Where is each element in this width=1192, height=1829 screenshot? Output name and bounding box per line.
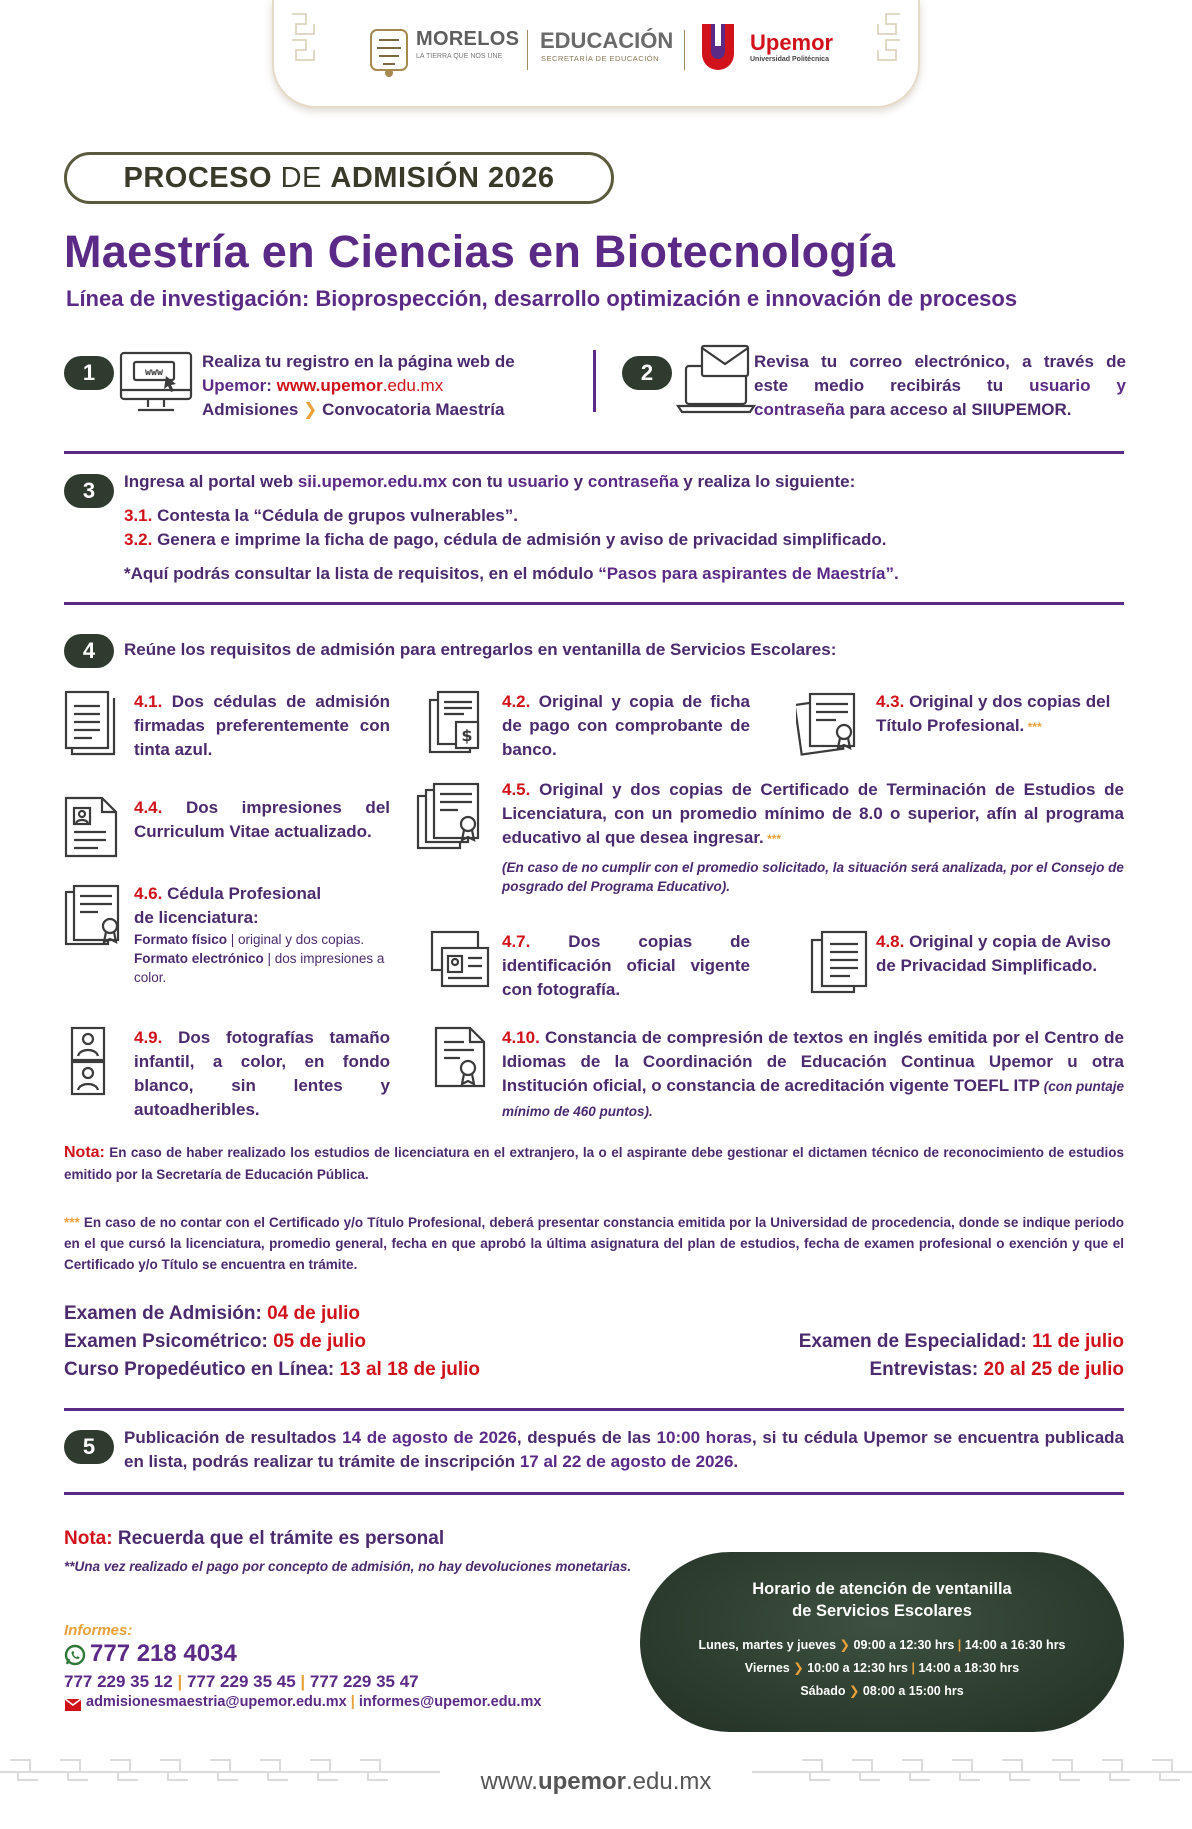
photo-icon [68,1026,108,1096]
requirement-4-10 [502,1026,1124,1124]
requirement-4-5 [502,778,1124,851]
req-number: 4.4. [134,798,163,817]
requirement-4-6 [134,882,392,987]
req-asterisk: *** [763,832,782,846]
usuario-word: usuario y [1029,376,1126,395]
module-name: “Pasos para aspirantes de Maestría” [598,564,894,583]
requirement-4-4 [134,796,390,844]
step-2-line-1: Revisa tu correo electrónico, a través de [754,352,1126,371]
date-label: Curso Propedéutico en Línea: [64,1359,335,1380]
hours-row: Sábado ❯ 08:00 a 15:00 hrs [800,1684,964,1698]
svg-text:www: www [144,367,164,378]
main-phone[interactable]: 777 218 4034 [90,1640,237,1667]
phone-number[interactable]: 777 229 35 45 [186,1672,296,1691]
footer-url-www: www. [480,1768,538,1795]
item-3-1-text: Contesta la “Cédula de grupos vulnerables”. [152,506,518,525]
step-3-intro-g: y realiza lo siguiente: [678,472,856,491]
personal-procedure-note [64,1528,444,1550]
exam-dates-right [799,1328,1124,1384]
upemor-url-www[interactable]: www. [276,376,321,395]
page-title: Maestría en Ciencias en Biotecnología [64,226,896,277]
whatsapp-icon [64,1644,86,1666]
pill-word-admision: ADMISIÓN 2026 [330,161,555,194]
upemor-url-domain[interactable]: upemor [320,376,383,395]
step-5-e: , si tu cédula Upemor se encuentra publicada en lista, podrás realizar tu trámite de inscripción [124,1428,1124,1471]
upemor-logo-text: Upemor [750,30,834,55]
curriculum-icon [64,796,120,858]
pill-word-de: DE [272,161,331,194]
req-number: 4.1. [134,692,163,711]
phone-number[interactable]: 777 229 35 12 [64,1672,173,1691]
item-3-2-number: 3.2. [124,530,153,549]
date-value: 20 al 25 de julio [978,1359,1124,1380]
chevron-right-icon: ❯ [303,400,318,419]
section-divider [64,1408,1124,1411]
step-3-intro-e: y [568,472,588,491]
office-hours-title-2: de Servicios Escolares [792,1602,972,1620]
hours-time: 10:00 a 12:30 hrs [807,1661,908,1675]
req-italic-note: (con puntaje mínimo de 460 puntos). [502,1079,1125,1119]
certificate-icon [796,690,866,756]
section-divider [64,451,1124,454]
upemor-word: Upemor [202,376,267,395]
req-text: Original y dos copias del Título Profesional. [876,692,1111,735]
contrasena-word: contraseña [587,472,679,491]
hours-time: 14:00 a 18:30 hrs [918,1661,1020,1675]
phone-number[interactable]: 777 229 35 47 [309,1672,419,1691]
date-label: Examen Psicométrico: [64,1331,268,1352]
step-1-line-1: Realiza tu registro en la página web de [202,352,515,371]
office-hours-title [640,1578,1124,1622]
hours-time: 08:00 a 15:00 hrs [862,1684,964,1698]
format-electronic-label: Formato electrónico [134,951,264,966]
format-physical-text: | original y dos copias. [227,932,365,947]
colon: : [266,376,277,395]
step-2-line-3b: para acceso al SIIUPEMOR. [844,400,1072,419]
svg-text:$: $ [461,726,473,745]
contrasena-word: contraseña [754,400,845,419]
office-hours-title-1: Horario de atención de ventanilla [752,1580,1012,1598]
hours-time: 09:00 a 12:30 hrs [853,1638,955,1652]
educacion-logo-subtitle: SECRETARÍA DE EDUCACIÓN [541,54,660,63]
requirement-4-5-note: (En caso de no cumplir con el promedio solicitado, la situación será analizada, por el Consejo de posgrado del Programa Educativo). [502,860,1124,894]
upemor-url-tld[interactable]: .edu.mx [382,376,444,395]
date-value: 05 de julio [267,1331,367,1352]
email-icon [64,1698,82,1712]
separator: | [300,1672,306,1691]
note-text: En caso de no contar con el Certificado y/o Título Profesional, deberá presentar constancia emitida por la Universidad de procedencia, donde se indique periodo en el que cursó la licenciatura, promedio general, fecha en que aprobó la última asignatura del plan de estudios, fecha de examen profesional o exención y que el Certificado y/o Título se encuentra en trámite. [64,1215,1124,1272]
req-text: Constancia de compresión de textos en inglés emitida por el Centro de Idiomas de la Coordinación de Educación Continua Upemor u otra Institución oficial, o constancia de acreditación vigente TOEFL ITP [502,1028,1124,1095]
step-4-badge: 4 [64,634,114,668]
step-1-text [202,350,564,422]
certificate-stack-icon [416,780,492,852]
research-line-subtitle: Línea de investigación: Bioprospección, desarrollo optimización e innovación de procesos [66,286,1018,311]
step-3-intro-a: Ingresa al portal web [124,472,298,491]
req-number: 4.6. [134,884,163,903]
pill-word-proceso: PROCESO [123,161,273,194]
ornament-left [288,8,328,64]
note-text: En caso de haber realizado los estudios de licenciatura en el extranjero, la o el aspirante debe gestionar el dictamen técnico de reconocimiento de estudios emitido por la Secretaría de Educación Pública. [64,1145,1124,1182]
step-1-badge: 1 [64,356,114,390]
usuario-word: usuario [507,472,569,491]
req-text-2: de licenciatura: [134,908,259,927]
section-divider [64,602,1124,605]
date-label: Entrevistas: [869,1359,979,1380]
step-3-note-a: *Aquí podrás consultar la lista de requisitos, en el módulo [124,564,599,583]
step-3-badge: 3 [64,474,114,508]
note-asterisk: *** [64,1215,80,1230]
admissions-email[interactable]: admisionesmaestria@upemor.edu.mx [86,1694,347,1710]
office-hours-box [640,1552,1124,1732]
footer-url-tld: .edu.mx [625,1768,712,1795]
educacion-logo-text: EDUCACIÓN [540,28,674,53]
step-3-note-c: . [893,564,899,583]
separator: | [177,1672,183,1691]
req-number: 4.5. [502,780,531,799]
phone-list [64,1672,419,1692]
step-2-line-2a: este medio recibirás tu [754,376,1030,395]
header-divider [684,30,685,70]
step-3-intro-c: con tu [447,472,508,491]
results-date: 14 de agosto de 2026 [342,1428,517,1447]
no-refund-note: **Una vez realizado el pago por concepto de admisión, no hay devoluciones monetarias. [64,1559,632,1574]
step-5-c: , después de las [516,1428,657,1447]
privacy-notice-icon [810,930,870,996]
header-divider [527,30,528,70]
req-number: 4.3. [876,692,905,711]
note-label: Nota: [64,1528,113,1549]
step-2-text [754,350,1126,422]
admission-process-badge [64,152,614,204]
morelos-emblem-logo [365,26,413,80]
ornament-right [864,8,904,64]
requirement-4-8 [876,930,1126,978]
morelos-logo-text: MORELOS [416,28,520,50]
req-number: 4.9. [134,1028,163,1047]
info-email[interactable]: informes@upemor.edu.mx [358,1694,542,1710]
id-card-icon [430,930,490,988]
req-text: Original y copia de Aviso de Privacidad Simplificado. [876,932,1111,975]
laptop-email-icon [676,344,756,416]
hours-row: Lunes, martes y jueves ❯ 09:00 a 12:30 hrs | 14:00 a 16:30 hrs [698,1638,1066,1652]
section-divider [64,1492,1124,1495]
separator: | [350,1694,355,1710]
hours-day: Lunes, martes y jueves [698,1638,837,1652]
step-5-a: Publicación de resultados [124,1428,343,1447]
step-2-badge: 2 [622,356,672,390]
step-4-intro: Reúne los requisitos de admisión para entregarlos en ventanilla de Servicios Escolares: [124,640,837,659]
format-physical-label: Formato físico [134,932,228,947]
req-text: Original y copia de ficha de pago con comprobante de banco. [502,692,750,759]
date-value: 11 de julio [1026,1331,1124,1352]
informes-label: Informes: [64,1622,133,1639]
english-certificate-icon [434,1026,488,1088]
step-3-text [124,470,1124,586]
req-text: Dos cédulas de admisión firmadas preferentemente con tinta azul. [134,692,390,759]
requirement-4-7 [502,930,750,1002]
req-text: Dos fotografías tamaño infantil, a color, en fondo blanco, sin lentes y autoadheribles. [134,1028,390,1119]
step-5-badge: 5 [64,1430,114,1464]
date-value: 04 de julio [261,1303,360,1324]
req-number: 4.2. [502,692,531,711]
office-hours-rows [640,1634,1124,1703]
req-number: 4.10. [502,1028,540,1047]
format-electronic-text: | dos impresiones a color. [134,951,385,985]
date-label: Examen de Admisión: [64,1303,262,1324]
hours-time: 14:00 a 16:30 hrs [964,1638,1066,1652]
step-5-g: . [733,1452,739,1471]
req-number: 4.8. [876,932,905,951]
requirement-4-3 [876,690,1126,739]
hours-row: Viernes ❯ 10:00 a 12:30 hrs | 14:00 a 18:30 hrs [744,1661,1020,1675]
morelos-logo-subtitle: LA TIERRA QUE NOS UNE [416,53,503,60]
item-3-1-number: 3.1. [124,506,153,525]
req-text: Cédula Profesional [162,884,322,903]
document-icon [64,690,122,756]
req-text: Dos copias de identificación oficial vigente con fotografía. [502,932,750,999]
req-text: Dos impresiones del Curriculum Vitae actualizado. [134,798,390,841]
admisiones-label: Admisiones [202,400,299,419]
enrollment-dates: 17 al 22 de agosto de 2026 [519,1452,734,1471]
results-time: 10:00 horas [656,1428,752,1447]
hours-day: Viernes [744,1661,790,1675]
payment-receipt-icon [428,690,490,756]
date-label: Examen de Especialidad: [798,1331,1027,1352]
foreign-studies-note [64,1142,1124,1186]
step-5-text [124,1426,1124,1474]
requirement-4-9 [134,1026,390,1122]
req-number: 4.7. [502,932,531,951]
item-3-2-text: Genera e imprime la ficha de pago, cédula de admisión y aviso de privacidad simplificado. [152,530,887,549]
req-text: Original y dos copias de Certificado de Terminación de Estudios de Licenciatura, con un promedio mínimo de 8.0 o superior, afín al programa educativo al que desea ingresar. [502,780,1124,847]
upemor-logo-subtitle: Universidad Politécnica [750,56,829,63]
exam-dates-left [64,1300,480,1384]
requirement-4-1 [134,690,390,762]
footer-url-domain: upemor [537,1768,626,1795]
requirement-4-2 [502,690,750,762]
date-value: 13 al 18 de julio [334,1359,480,1380]
upemor-logo-mark [698,22,738,72]
sii-portal-url[interactable]: sii.upemor.edu.mx [297,472,448,491]
computer-www-icon [118,350,194,416]
hours-day: Sábado [800,1684,846,1698]
note-label: Nota: [64,1144,105,1161]
certificate-note [64,1212,1124,1275]
email-list [86,1694,541,1710]
step-divider [593,350,596,412]
footer-website-link[interactable] [0,1768,1192,1796]
license-certificate-icon [64,882,132,948]
convocatoria-label: Convocatoria Maestría [322,400,505,419]
req-asterisk: *** [1024,720,1042,734]
note-text: Recuerda que el trámite es personal [112,1528,445,1549]
